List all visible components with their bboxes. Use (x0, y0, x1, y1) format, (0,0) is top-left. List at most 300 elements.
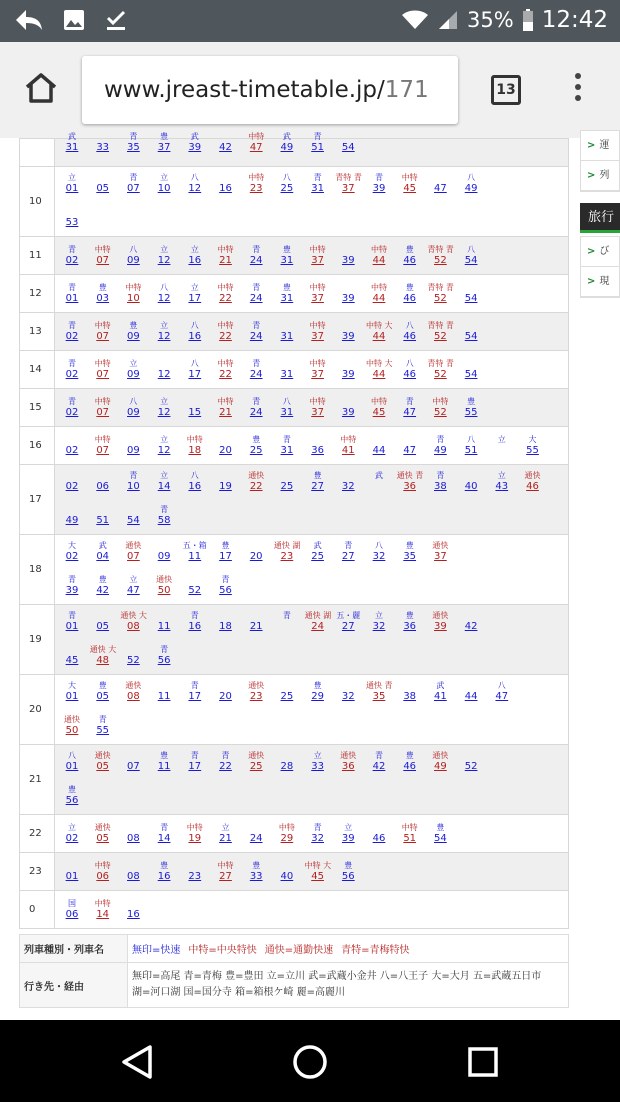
departure-minute[interactable]: 16 (219, 183, 232, 194)
departure[interactable] (397, 397, 423, 419)
departure-minute[interactable]: 25 (311, 551, 324, 562)
departure-minute[interactable]: 36 (341, 761, 355, 772)
departure-minute[interactable]: 54 (434, 833, 447, 844)
departure[interactable] (243, 435, 269, 457)
departure[interactable] (182, 471, 208, 493)
departure[interactable] (274, 283, 300, 305)
departure[interactable] (59, 283, 85, 305)
departure-minute[interactable]: 09 (127, 445, 140, 456)
departure[interactable] (427, 397, 453, 419)
departure-minute[interactable]: 47 (403, 445, 417, 456)
departure-minute[interactable]: 08 (127, 871, 140, 882)
departure[interactable] (90, 435, 116, 457)
departure-minute[interactable]: 32 (311, 833, 324, 844)
departure-minute[interactable]: 52 (127, 655, 140, 666)
departure[interactable] (182, 173, 208, 195)
departure[interactable] (427, 681, 453, 703)
departure[interactable] (305, 471, 331, 493)
departure-minute[interactable]: 37 (341, 183, 355, 194)
departure-minute[interactable]: 02 (65, 481, 79, 492)
departure-minute[interactable]: 25 (280, 183, 294, 194)
departure[interactable] (90, 681, 116, 703)
departure[interactable] (59, 899, 85, 921)
departure[interactable] (243, 283, 269, 305)
departure[interactable] (305, 861, 331, 883)
departure[interactable] (120, 435, 146, 457)
departure[interactable] (427, 611, 453, 633)
departure-minute[interactable]: 12 (157, 369, 171, 380)
departure[interactable] (59, 321, 85, 343)
departure[interactable] (90, 471, 116, 493)
departure-minute[interactable] (274, 621, 300, 633)
departure[interactable] (274, 611, 300, 633)
departure[interactable] (59, 132, 85, 154)
departure-minute[interactable]: 22 (219, 331, 232, 342)
departure-minute[interactable]: 50 (65, 725, 79, 736)
departure[interactable] (151, 359, 177, 381)
departure[interactable] (427, 283, 453, 305)
departure-minute[interactable]: 44 (372, 255, 386, 266)
departure[interactable] (120, 321, 146, 343)
departure-minute[interactable]: 05 (96, 621, 110, 632)
departure[interactable] (427, 541, 453, 563)
departure-minute[interactable]: 17 (219, 551, 232, 562)
departure[interactable] (213, 435, 239, 457)
departure[interactable] (243, 173, 269, 195)
departure-minute[interactable]: 42 (372, 761, 386, 772)
departure-minute[interactable]: 06 (65, 909, 79, 920)
departure[interactable] (120, 283, 146, 305)
departure[interactable] (458, 681, 484, 703)
departure[interactable] (59, 471, 85, 493)
departure[interactable] (120, 505, 146, 527)
departure-minute[interactable]: 36 (403, 621, 417, 632)
departure-minute[interactable]: 56 (341, 871, 355, 882)
departure[interactable] (243, 861, 269, 883)
departure-minute[interactable]: 38 (403, 691, 417, 702)
departure[interactable] (397, 245, 423, 267)
departure-minute[interactable]: 45 (65, 655, 79, 666)
home-icon[interactable] (24, 72, 58, 104)
departure[interactable] (182, 751, 208, 773)
departure-minute[interactable]: 55 (464, 407, 478, 418)
departure-minute[interactable]: 02 (65, 407, 79, 418)
departure[interactable] (120, 899, 146, 921)
departure-minute[interactable]: 27 (219, 871, 232, 882)
departure[interactable] (213, 575, 239, 597)
departure[interactable] (151, 471, 177, 493)
departure[interactable] (182, 359, 208, 381)
overflow-menu-icon[interactable] (575, 73, 583, 106)
departure[interactable] (243, 397, 269, 419)
departure-minute[interactable]: 32 (372, 621, 386, 632)
departure-minute[interactable]: 56 (219, 585, 232, 596)
departure[interactable] (90, 505, 116, 527)
departure-minute[interactable]: 43 (495, 481, 509, 492)
tab-switcher-button[interactable]: 13 (491, 75, 521, 105)
departure-minute[interactable]: 37 (434, 551, 447, 562)
departure[interactable] (151, 751, 177, 773)
departure-minute[interactable]: 12 (157, 293, 171, 304)
departure[interactable] (182, 575, 208, 597)
departure-minute[interactable]: 05 (96, 833, 110, 844)
departure[interactable] (305, 435, 331, 457)
departure-minute[interactable]: 33 (249, 871, 263, 882)
departure-minute[interactable]: 16 (188, 621, 202, 632)
departure[interactable] (120, 645, 146, 667)
departure[interactable] (366, 283, 392, 305)
departure-minute[interactable]: 32 (341, 691, 355, 702)
departure[interactable] (90, 283, 116, 305)
departure[interactable] (489, 681, 515, 703)
departure-minute[interactable]: 49 (434, 761, 447, 772)
departure[interactable] (427, 435, 453, 457)
departure-minute[interactable]: 12 (157, 331, 171, 342)
departure-minute[interactable]: 07 (127, 761, 140, 772)
departure-minute[interactable]: 31 (280, 407, 294, 418)
departure[interactable] (335, 173, 361, 195)
nav-home-icon[interactable] (292, 1044, 328, 1080)
departure-minute[interactable]: 53 (65, 217, 79, 228)
departure[interactable] (397, 681, 423, 703)
departure-minute[interactable]: 46 (403, 293, 417, 304)
departure[interactable] (120, 575, 146, 597)
departure[interactable] (397, 611, 423, 633)
departure[interactable] (213, 283, 239, 305)
departure[interactable] (90, 397, 116, 419)
departure-minute[interactable]: 07 (127, 551, 140, 562)
departure[interactable] (274, 321, 300, 343)
departure[interactable] (151, 245, 177, 267)
departure-minute[interactable]: 39 (372, 183, 386, 194)
departure-minute[interactable]: 11 (157, 621, 171, 632)
departure-minute[interactable]: 15 (188, 407, 202, 418)
departure-minute[interactable]: 41 (341, 445, 355, 456)
departure-minute[interactable]: 56 (65, 795, 79, 806)
departure-minute[interactable]: 03 (96, 293, 110, 304)
departure-minute[interactable]: 25 (249, 445, 263, 456)
departure[interactable] (335, 823, 361, 845)
departure-minute[interactable]: 02 (65, 369, 79, 380)
departure[interactable] (151, 397, 177, 419)
departure[interactable] (90, 645, 116, 667)
departure-minute[interactable]: 19 (219, 481, 232, 492)
departure[interactable] (243, 751, 269, 773)
departure[interactable] (458, 359, 484, 381)
departure-minute[interactable]: 21 (219, 255, 232, 266)
departure-minute[interactable]: 01 (65, 691, 79, 702)
departure-minute[interactable]: 07 (127, 183, 140, 194)
departure[interactable] (120, 173, 146, 195)
departure-minute[interactable]: 54 (464, 255, 478, 266)
departure[interactable] (213, 861, 239, 883)
departure-minute[interactable]: 32 (372, 551, 386, 562)
departure[interactable] (243, 471, 269, 493)
departure[interactable] (458, 321, 484, 343)
departure[interactable] (335, 321, 361, 343)
departure-minute[interactable]: 37 (311, 255, 324, 266)
departure[interactable] (120, 359, 146, 381)
departure-minute[interactable]: 07 (96, 331, 110, 342)
departure[interactable] (458, 435, 484, 457)
departure-minute[interactable]: 54 (464, 331, 478, 342)
departure[interactable] (59, 245, 85, 267)
departure[interactable] (397, 283, 423, 305)
departure[interactable] (458, 751, 484, 773)
departure-minute[interactable]: 27 (341, 551, 355, 562)
departure[interactable] (90, 715, 116, 737)
departure[interactable] (59, 823, 85, 845)
departure-minute[interactable]: 39 (434, 621, 447, 632)
departure-minute[interactable]: 02 (65, 833, 79, 844)
departure-minute[interactable]: 47 (249, 142, 263, 153)
departure[interactable] (335, 132, 361, 154)
departure[interactable] (274, 471, 300, 493)
departure[interactable] (213, 471, 239, 493)
departure[interactable] (397, 541, 423, 563)
departure-minute[interactable]: 58 (157, 515, 171, 526)
nav-back-icon[interactable] (120, 1044, 154, 1080)
departure-minute[interactable]: 09 (157, 551, 171, 562)
departure[interactable] (90, 611, 116, 633)
departure[interactable] (243, 321, 269, 343)
departure[interactable] (151, 435, 177, 457)
departure[interactable] (243, 132, 269, 154)
departure[interactable] (305, 245, 331, 267)
sidebar-link-2[interactable]: > 列 (581, 161, 619, 191)
departure-minute[interactable]: 17 (188, 761, 202, 772)
departure-minute[interactable]: 02 (65, 255, 79, 266)
departure[interactable] (120, 681, 146, 703)
departure-minute[interactable]: 46 (403, 255, 417, 266)
departure-minute[interactable]: 11 (188, 551, 202, 562)
departure-minute[interactable]: 44 (372, 293, 386, 304)
departure[interactable] (335, 397, 361, 419)
departure-minute[interactable]: 45 (403, 183, 417, 194)
departure-minute[interactable]: 37 (311, 293, 324, 304)
departure-minute[interactable]: 09 (127, 255, 140, 266)
departure[interactable] (458, 283, 484, 305)
departure-minute[interactable]: 19 (188, 833, 202, 844)
departure-minute[interactable]: 52 (434, 407, 447, 418)
departure[interactable] (59, 611, 85, 633)
departure[interactable] (274, 751, 300, 773)
departure-minute[interactable]: 37 (311, 369, 324, 380)
departure[interactable] (151, 283, 177, 305)
departure-minute[interactable]: 36 (311, 445, 324, 456)
departure[interactable] (489, 471, 515, 493)
departure[interactable] (90, 321, 116, 343)
departure-minute[interactable]: 25 (249, 761, 263, 772)
departure-minute[interactable]: 24 (249, 331, 263, 342)
departure-minute[interactable]: 20 (249, 551, 263, 562)
departure-minute[interactable]: 31 (65, 142, 79, 153)
departure[interactable] (59, 359, 85, 381)
departure-minute[interactable]: 16 (127, 909, 140, 920)
departure-minute[interactable]: 05 (96, 761, 110, 772)
departure-minute[interactable]: 52 (434, 331, 447, 342)
departure-minute[interactable]: 45 (372, 407, 386, 418)
departure-minute[interactable]: 54 (127, 515, 140, 526)
departure[interactable] (151, 132, 177, 154)
departure[interactable] (274, 541, 300, 563)
nav-recents-icon[interactable] (467, 1046, 499, 1078)
departure[interactable] (120, 861, 146, 883)
departure-minute[interactable]: 54 (464, 369, 478, 380)
departure-minute[interactable]: 40 (464, 481, 478, 492)
departure-minute[interactable]: 11 (157, 691, 171, 702)
departure-minute[interactable]: 02 (65, 445, 79, 456)
departure-minute[interactable]: 07 (96, 407, 110, 418)
departure-minute[interactable]: 12 (157, 407, 171, 418)
departure[interactable] (305, 751, 331, 773)
departure[interactable] (305, 823, 331, 845)
departure-minute[interactable]: 33 (311, 761, 324, 772)
departure[interactable] (305, 397, 331, 419)
departure-minute[interactable]: 36 (403, 481, 417, 492)
departure-minute[interactable]: 07 (96, 369, 110, 380)
departure-minute[interactable]: 18 (188, 445, 202, 456)
departure[interactable] (305, 359, 331, 381)
departure[interactable] (90, 173, 116, 195)
departure-minute[interactable]: 37 (157, 142, 171, 153)
departure[interactable] (335, 283, 361, 305)
departure-minute[interactable]: 28 (280, 761, 294, 772)
departure[interactable] (305, 173, 331, 195)
departure-minute[interactable]: 41 (434, 691, 447, 702)
departure-minute[interactable]: 17 (188, 369, 202, 380)
departure-minute[interactable]: 52 (434, 255, 447, 266)
departure[interactable] (305, 321, 331, 343)
departure-minute[interactable]: 31 (280, 445, 294, 456)
departure[interactable] (59, 397, 85, 419)
departure-minute[interactable]: 07 (96, 445, 110, 456)
departure-minute[interactable]: 42 (96, 585, 110, 596)
departure-minute[interactable]: 01 (65, 621, 79, 632)
departure[interactable] (151, 505, 177, 527)
departure-minute[interactable]: 21 (249, 621, 263, 632)
departure-minute[interactable]: 24 (311, 621, 324, 632)
departure-minute[interactable]: 10 (127, 293, 140, 304)
departure-minute[interactable]: 39 (65, 585, 79, 596)
departure[interactable] (151, 823, 177, 845)
departure[interactable] (151, 861, 177, 883)
departure[interactable] (213, 359, 239, 381)
departure-minute[interactable]: 50 (157, 585, 171, 596)
departure[interactable] (90, 245, 116, 267)
departure-minute[interactable]: 01 (65, 293, 79, 304)
departure-minute[interactable]: 24 (249, 407, 263, 418)
departure[interactable] (397, 435, 423, 457)
departure-minute[interactable]: 39 (341, 833, 355, 844)
departure[interactable] (366, 359, 392, 381)
departure[interactable] (427, 823, 453, 845)
departure-minute[interactable]: 25 (280, 691, 294, 702)
departure[interactable] (120, 471, 146, 493)
departure[interactable] (397, 751, 423, 773)
departure[interactable] (120, 541, 146, 563)
departure-minute[interactable]: 31 (280, 369, 294, 380)
departure[interactable] (243, 359, 269, 381)
departure[interactable] (213, 245, 239, 267)
departure-minute[interactable]: 44 (372, 331, 386, 342)
departure[interactable] (213, 611, 239, 633)
departure-minute[interactable]: 33 (96, 142, 110, 153)
departure[interactable] (59, 715, 85, 737)
departure-minute[interactable]: 12 (188, 183, 202, 194)
departure-minute[interactable]: 47 (495, 691, 509, 702)
departure[interactable] (182, 611, 208, 633)
departure[interactable] (120, 751, 146, 773)
departure[interactable] (520, 471, 546, 493)
departure[interactable] (90, 575, 116, 597)
departure[interactable] (59, 861, 85, 883)
departure-minute[interactable]: 31 (311, 183, 324, 194)
departure[interactable] (59, 681, 85, 703)
departure[interactable] (151, 575, 177, 597)
departure-minute[interactable]: 54 (341, 142, 355, 153)
departure[interactable] (274, 245, 300, 267)
departure[interactable] (274, 359, 300, 381)
departure-minute[interactable]: 09 (127, 407, 140, 418)
departure-minute[interactable]: 31 (280, 331, 294, 342)
departure-minute[interactable]: 12 (157, 445, 171, 456)
departure[interactable] (305, 132, 331, 154)
departure[interactable] (458, 245, 484, 267)
departure[interactable] (335, 245, 361, 267)
departure-minute[interactable]: 17 (188, 293, 202, 304)
departure[interactable] (59, 575, 85, 597)
departure-minute[interactable]: 16 (188, 255, 202, 266)
departure-minute[interactable]: 06 (96, 871, 110, 882)
departure-minute[interactable]: 31 (280, 255, 294, 266)
departure[interactable] (427, 173, 453, 195)
departure-minute[interactable]: 31 (280, 293, 294, 304)
departure-minute[interactable]: 44 (464, 691, 478, 702)
departure-minute[interactable]: 52 (464, 761, 478, 772)
departure-minute[interactable]: 45 (311, 871, 324, 882)
departure-minute[interactable]: 24 (249, 293, 263, 304)
sidebar-link-4[interactable]: > 現 (581, 267, 619, 297)
departure[interactable] (120, 132, 146, 154)
departure-minute[interactable]: 01 (65, 183, 79, 194)
departure-minute[interactable]: 46 (403, 761, 417, 772)
departure-minute[interactable]: 17 (188, 691, 202, 702)
departure-minute[interactable]: 14 (157, 481, 171, 492)
departure-minute[interactable]: 02 (65, 331, 79, 342)
departure-minute[interactable]: 27 (311, 481, 324, 492)
departure-minute[interactable]: 32 (341, 481, 355, 492)
departure[interactable] (120, 611, 146, 633)
departure[interactable] (305, 611, 331, 633)
departure-minute[interactable]: 02 (65, 551, 79, 562)
departure-minute[interactable]: 08 (127, 621, 140, 632)
departure-minute[interactable] (489, 445, 515, 457)
departure[interactable] (182, 435, 208, 457)
departure-minute[interactable]: 46 (372, 833, 386, 844)
sidebar-link-3[interactable]: > び (581, 237, 619, 267)
departure[interactable] (335, 861, 361, 883)
departure-minute[interactable]: 07 (96, 255, 110, 266)
departure[interactable] (182, 397, 208, 419)
departure[interactable] (90, 823, 116, 845)
departure-minute[interactable]: 16 (188, 481, 202, 492)
departure-minute[interactable]: 14 (157, 833, 171, 844)
departure-minute[interactable]: 29 (311, 691, 324, 702)
departure-minute[interactable]: 47 (434, 183, 447, 194)
departure-minute[interactable]: 35 (403, 551, 417, 562)
departure-minute[interactable]: 38 (434, 481, 447, 492)
